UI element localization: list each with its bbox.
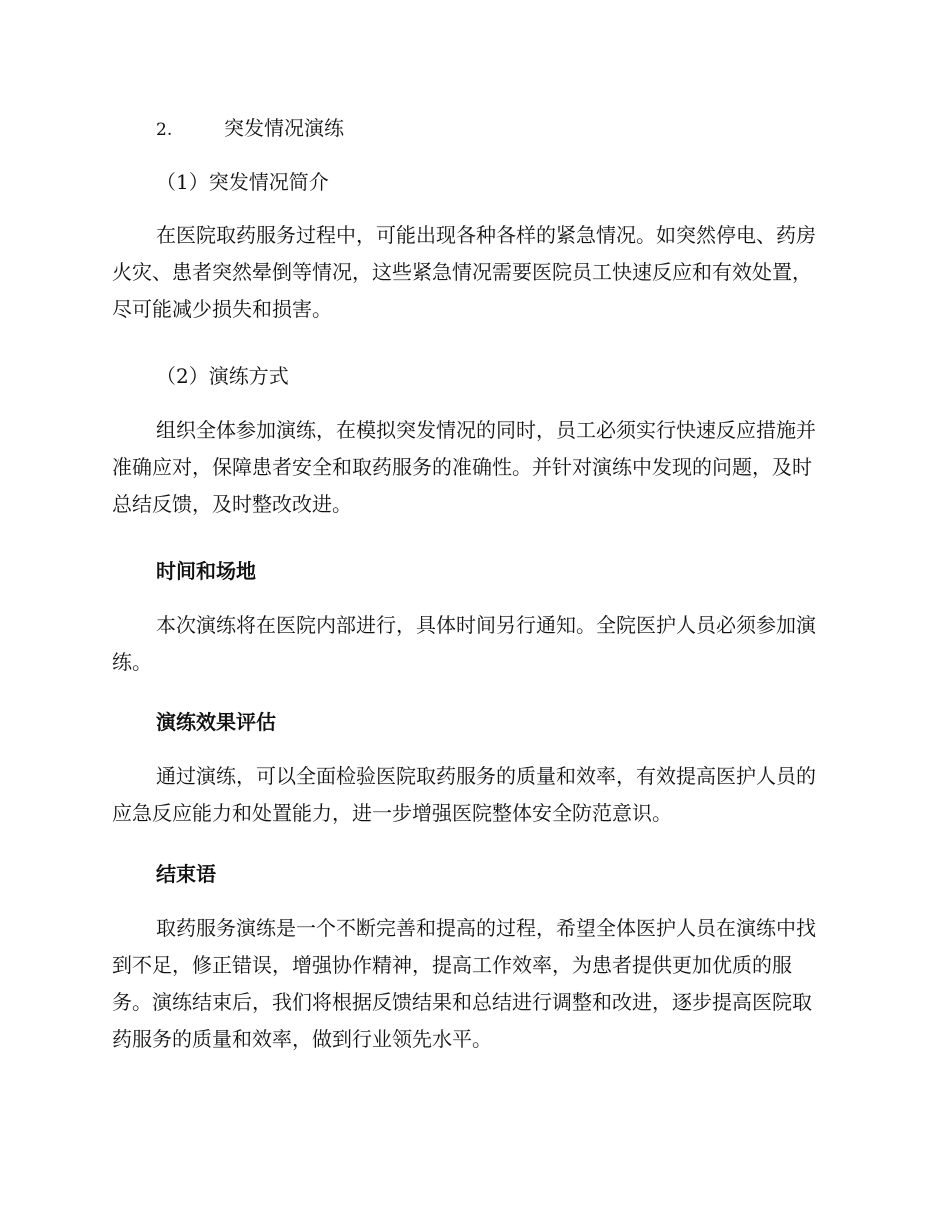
heading-conclusion: 结束语	[156, 862, 216, 886]
section-heading	[156, 110, 344, 149]
paragraph-emergency-intro: 在医院取药服务过程中，可能出现各种各样的紧急情况。如突然停电、药房火灾、患者突然晕倒等情况，这些紧急情况需要医院员工快速反应和有效处置，尽可能减少损失和损害。	[112, 223, 816, 321]
section-number: 2.	[156, 120, 173, 140]
paragraph-conclusion: 取药服务演练是一个不断完善和提高的过程，希望全体医护人员在演练中找到不足，修正错误，增强协作精神，提高工作效率，为患者提供更加优质的服务。演练结束后，我们将根据反馈结果和总结进行调整和改进，逐步提高医院取药服务的质量和效率，做到行业领先水平。	[112, 916, 816, 1051]
heading-time-place: 时间和场地	[156, 559, 256, 583]
paragraph-drill-method: 组织全体参加演练，在模拟突发情况的同时，员工必须实行快速反应措施并准确应对，保障患者安全和取药服务的准确性。并针对演练中发现的问题，及时总结反馈，及时整改改进。	[112, 418, 816, 516]
section-title: 突发情况演练	[224, 116, 344, 140]
subsection-heading-1: （1）突发情况简介	[156, 170, 329, 194]
heading-evaluation: 演练效果评估	[156, 710, 276, 734]
paragraph-time-place: 本次演练将在医院内部进行，具体时间另行通知。全院医护人员必须参加演练。	[112, 613, 816, 674]
paragraph-evaluation: 通过演练，可以全面检验医院取药服务的质量和效率，有效提高医护人员的应急反应能力和处置能力，进一步增强医院整体安全防范意识。	[112, 764, 816, 825]
subsection-heading-2: （2）演练方式	[156, 364, 289, 388]
